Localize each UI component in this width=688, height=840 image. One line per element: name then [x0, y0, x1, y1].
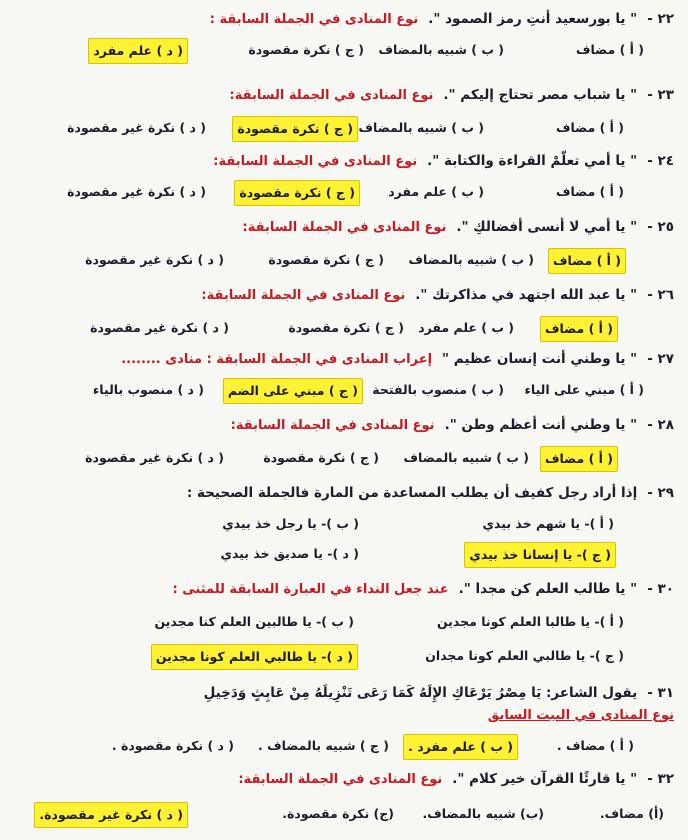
- options-23: [0, 112, 688, 142]
- question-number: ٣٠ -: [647, 581, 674, 597]
- option-a-answer[interactable]: ( أ ) مضاف: [540, 316, 618, 342]
- question-28: [0, 410, 688, 440]
- question-prompt: إعراب المنادى في الجملة السابقة : منادى ........: [121, 351, 433, 367]
- option-b-answer[interactable]: ( ب ) علم مفرد .: [403, 734, 518, 760]
- option-a[interactable]: (أ) مضاف.: [599, 806, 664, 821]
- question-number: ٣١ -: [647, 685, 674, 701]
- question-prompt: عند جعل النداء في العبارة السابقة للمثنى :: [172, 581, 449, 597]
- options-30-row1: [0, 606, 688, 636]
- option-c[interactable]: ( ج ) شبيه بالمضاف .: [257, 738, 389, 753]
- option-a[interactable]: ( أ )- يا شهم خذ بيدي: [482, 516, 614, 531]
- option-c[interactable]: (ج) نكرة مقصودة.: [282, 806, 394, 821]
- question-text: " يا بورسعيد أنتِ رمز الصمود ".: [428, 11, 638, 27]
- option-c[interactable]: ( ج ) نكرة مقصودة: [268, 252, 384, 267]
- question-number: ٢٢ -: [647, 11, 674, 27]
- question-number: ٢٨ -: [647, 417, 674, 433]
- question-25: [0, 212, 688, 242]
- option-a-answer[interactable]: ( أ ) مضاف: [540, 446, 618, 472]
- options-29-row1: [0, 508, 688, 538]
- question-32: [0, 764, 688, 794]
- options-32: [0, 798, 688, 828]
- question-prompt: نوع المنادى في الجملة السابقة:: [201, 287, 406, 303]
- option-d[interactable]: ( د ) نكرة غير مقصودة: [85, 450, 224, 465]
- option-c[interactable]: ( ج )- يا طالبي العلم كونا مجدان: [425, 648, 624, 663]
- question-number: ٢٩ -: [647, 485, 674, 501]
- question-prompt: نوع المنادى في الجملة السابقة:: [229, 87, 434, 103]
- question-text: " يا عبد الله اجتهد في مذاكرتك ".: [415, 287, 638, 303]
- question-text: " يا وطني أنت إنسان عظيم ": [442, 351, 638, 367]
- question-text: " يا قارئًا القرآن خير كلام ".: [452, 771, 638, 787]
- question-30: [0, 574, 688, 604]
- option-a[interactable]: ( أ ) مضاف: [555, 184, 624, 199]
- question-text: إذا أراد رجل كفيف أن يطلب المساعدة من المارة فالجملة الصحيحة :: [186, 485, 638, 501]
- option-d[interactable]: ( د )- يا صديق خذ بيدي: [220, 546, 359, 561]
- options-25: [0, 244, 688, 274]
- option-b[interactable]: ( ب )- يا رجل خذ بيدي: [222, 516, 359, 531]
- option-a[interactable]: ( أ ) مضاف: [555, 120, 624, 135]
- question-prompt: نوع المنادى في الجملة السابقة :: [209, 11, 419, 27]
- question-23: [0, 80, 688, 110]
- question-22: [0, 4, 688, 34]
- question-prompt: نوع المنادى في الجملة السابقة:: [238, 771, 443, 787]
- option-c[interactable]: ( ج ) نكرة مقصودة: [263, 450, 379, 465]
- option-d-answer[interactable]: ( د ) علم مفرد: [88, 38, 188, 64]
- option-d[interactable]: ( د ) نكرة غير مقصودة: [67, 184, 206, 199]
- question-text: يقول الشاعر: يَا مِصْرُ يَرْعَاكِ الإِلَهُ كَمَا رَعَى تَنْزِيلَهُ مِنْ عَابِثٍ وَدَخِيلِ: [203, 685, 638, 701]
- question-prompt: نوع المنادى في الجملة السابقة:: [213, 153, 418, 169]
- question-prompt: نوع المنادى في الجملة السابقة:: [242, 219, 447, 235]
- question-26: [0, 280, 688, 310]
- question-text: " يا شباب مصر تحتاج إليكم ".: [443, 87, 638, 103]
- question-prompt: نوع المنادى في البيت السابق: [487, 707, 674, 723]
- option-b[interactable]: ( ب ) شبيه بالمضاف: [408, 252, 534, 267]
- option-b[interactable]: ( ب ) علم مفرد: [418, 320, 514, 335]
- question-27: [0, 344, 688, 374]
- option-c[interactable]: ( ج ) نكرة مقصودة: [288, 320, 404, 335]
- option-a-answer[interactable]: ( أ ) مضاف: [548, 248, 626, 274]
- option-d[interactable]: ( د ) نكرة غير مقصودة: [67, 120, 206, 135]
- question-text: " يا وطني أنت أعظم وطن ".: [444, 417, 638, 433]
- option-d[interactable]: ( د ) منصوب بالياء: [92, 382, 204, 397]
- options-27: [0, 374, 688, 404]
- option-a[interactable]: ( أ ) مبني على الياء: [524, 382, 644, 397]
- option-b[interactable]: (ب) شبيه بالمضاف.: [422, 806, 544, 821]
- question-number: ٢٣ -: [647, 87, 674, 103]
- question-number: ٢٤ -: [647, 153, 674, 169]
- option-c-answer[interactable]: ( ج ) نكرة مقصودة: [234, 180, 360, 206]
- option-c-answer[interactable]: ( ج )- يا إنسانا خذ بيدي: [464, 542, 616, 568]
- question-24: [0, 146, 688, 176]
- question-text: " يا أمي تعلّمْ القراءة والكتابة ".: [427, 153, 638, 169]
- options-24: [0, 176, 688, 206]
- option-b[interactable]: ( ب ) منصوب بالفتحة: [372, 382, 504, 397]
- option-d-answer[interactable]: ( د )- يا طالبي العلم كونا مجدين: [151, 644, 358, 670]
- option-b[interactable]: ( ب )- يا طالبين العلم كنا مجدين: [154, 614, 354, 629]
- options-30-row2: [0, 640, 688, 670]
- option-d[interactable]: ( د ) نكرة مقصودة .: [111, 738, 234, 753]
- question-number: ٢٥ -: [647, 219, 674, 235]
- options-26: [0, 312, 688, 342]
- option-b[interactable]: ( ب ) شبيه بالمضاف: [403, 450, 529, 465]
- option-a[interactable]: ( أ ) مضاف .: [556, 738, 634, 753]
- options-22: [0, 34, 688, 64]
- question-text: " يا أمي لا أنسى أفضالكِ ".: [456, 219, 638, 235]
- option-d[interactable]: ( د ) نكرة غير مقصودة: [90, 320, 229, 335]
- option-c-answer[interactable]: ( ج ) نكرة مقصودة: [232, 116, 358, 142]
- question-31-prompt-row: [0, 700, 688, 730]
- option-b[interactable]: ( ب ) شبيه بالمضاف: [378, 42, 504, 57]
- options-29-row2: [0, 538, 688, 568]
- option-b[interactable]: ( ب ) شبيه بالمضاف: [358, 120, 484, 135]
- question-number: ٢٦ -: [647, 287, 674, 303]
- question-number: ٣٢ -: [647, 771, 674, 787]
- option-a[interactable]: ( أ )- يا طالبا العلم كونا مجدين: [436, 614, 624, 629]
- option-a[interactable]: ( أ ) مضاف: [575, 42, 644, 57]
- option-c[interactable]: ( ج ) نكرة مقصودة: [248, 42, 364, 57]
- option-d[interactable]: ( د ) نكرة غير مقصودة: [85, 252, 224, 267]
- options-28: [0, 442, 688, 472]
- options-31: [0, 730, 688, 760]
- option-b[interactable]: ( ب ) علم مفرد: [388, 184, 484, 199]
- question-29: [0, 478, 688, 508]
- question-text: " يا طالب العلم كن مجدا ".: [458, 581, 638, 597]
- option-c-answer[interactable]: ( ج ) مبني على الضم: [223, 378, 363, 404]
- option-d-answer[interactable]: ( د ) نكرة غير مقصودة.: [34, 802, 188, 828]
- question-prompt: نوع المنادى في الجملة السابقة:: [230, 417, 435, 433]
- question-number: ٢٧ -: [647, 351, 674, 367]
